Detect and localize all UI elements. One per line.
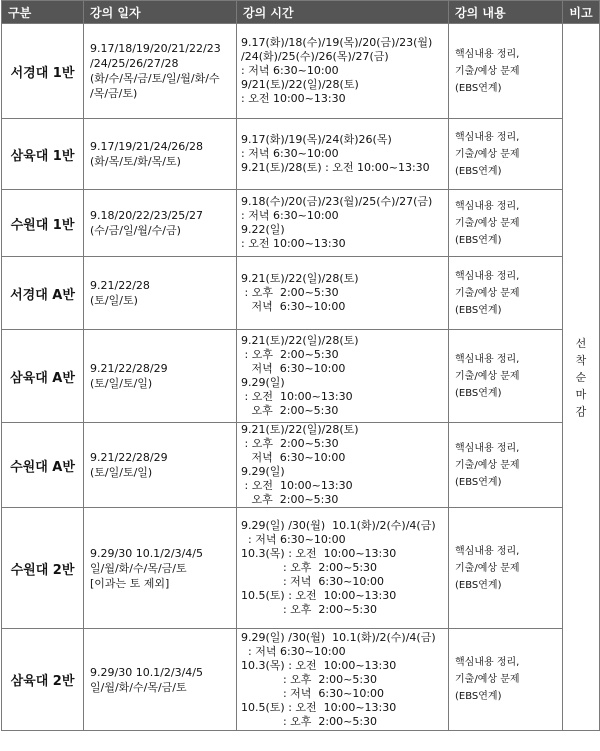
lecture-time-line: 9.29(일) <box>241 376 285 389</box>
lecture-date-line: [이과는 토 제외] <box>90 576 170 590</box>
lecture-date-line: 일/월/화/수/목/금/토 <box>90 680 187 694</box>
class-name: 수원대 A반 <box>2 423 84 508</box>
lecture-content-line: (EBS연계) <box>455 476 502 488</box>
lecture-time-line: 10.5(토) : 오전 10:00~13:30 <box>241 700 397 714</box>
lecture-content-line: 핵심내용 정리, <box>455 270 520 282</box>
lecture-content-line: 핵심내용 정리, <box>455 545 520 557</box>
lecture-content-line: 기출/예상 문제 <box>455 148 520 160</box>
lecture-date-line: 9.18/20/22/23/25/27 <box>90 209 204 222</box>
table-row <box>2 508 600 629</box>
table-row <box>2 257 600 330</box>
lecture-content-line: (EBS연계) <box>455 165 502 177</box>
lecture-time-line: : 저녁 6:30~10:00 <box>241 533 346 546</box>
table-row <box>2 119 600 190</box>
times-cell <box>237 330 449 423</box>
content-cell <box>449 190 563 257</box>
content-cell <box>449 119 563 190</box>
lecture-time-line: 9.29(일) /30(월) 10.1(화)/2(수)/4(금) <box>241 519 436 532</box>
table-row <box>2 190 600 257</box>
content-cell <box>449 423 563 508</box>
lecture-content-line: 기출/예상 문제 <box>455 217 520 229</box>
lecture-content-line: 기출/예상 문제 <box>455 674 520 685</box>
lecture-time-line: 9.22(일) <box>241 223 285 236</box>
lecture-time-line: 9/21(토)/22(일)/28(토) <box>241 78 359 91</box>
lecture-date-line: (토/일/토/일) <box>90 466 153 479</box>
class-name: 삼육대 1반 <box>2 119 84 190</box>
lecture-schedule-table <box>1 0 600 731</box>
lecture-date-line: 9.29/30 10.1/2/3/4/5 <box>90 546 204 560</box>
lecture-time-line: : 오전 10:00~13:30 <box>241 390 353 403</box>
lecture-date-line: (토/일/토/일) <box>90 377 153 390</box>
lecture-date-line: (화/목/토/화/목/토) <box>90 155 181 168</box>
lecture-time-line: 9.17(화)/19(목)/24(화)26(목) <box>241 133 392 146</box>
lecture-time-line: : 저녁 6:30~10:00 <box>241 644 346 658</box>
lecture-time-line: 9.29(일) <box>241 465 285 478</box>
lecture-time-line: 9.29(일) /30(월) 10.1(화)/2(수)/4(금) <box>241 630 436 644</box>
content-cell <box>449 24 563 119</box>
header-name: 구분 <box>2 1 84 24</box>
lecture-date-line: (토/일/토) <box>90 294 138 307</box>
content-cell <box>449 629 563 731</box>
lecture-content-line: 기출/예상 문제 <box>455 65 520 77</box>
lecture-time-line: : 오후 2:00~5:30 <box>241 437 339 450</box>
lecture-time-line: : 저녁 6:30~10:00 <box>241 147 339 160</box>
lecture-content-line: 기출/예상 문제 <box>455 562 520 574</box>
table-row <box>2 24 600 119</box>
lecture-time-line: : 오후 2:00~5:30 <box>241 348 339 361</box>
lecture-time-line: : 저녁 6:30~10:00 <box>241 64 339 77</box>
lecture-content-line: 핵심내용 정리, <box>455 353 520 365</box>
lecture-date-line: 9.21/22/28 <box>90 279 150 292</box>
content-cell <box>449 330 563 423</box>
times-cell <box>237 423 449 508</box>
lecture-time-line: 9.21(토)/22(일)/28(토) <box>241 334 359 347</box>
lecture-time-line: : 저녁 6:30~10:00 <box>241 686 385 700</box>
lecture-content-line: 핵심내용 정리, <box>455 48 520 60</box>
times-cell <box>237 190 449 257</box>
dates-cell <box>84 629 237 731</box>
dates-cell <box>84 257 237 330</box>
lecture-content-line: 핵심내용 정리, <box>455 200 520 212</box>
dates-cell <box>84 24 237 119</box>
note-cell <box>563 24 600 731</box>
lecture-time-line: : 저녁 6:30~10:00 <box>241 575 385 588</box>
class-name: 서경대 A반 <box>2 257 84 330</box>
lecture-time-line: 저녁 6:30~10:00 <box>241 362 346 375</box>
lecture-date-line: (수/금/일/월/수/금) <box>90 224 181 237</box>
class-name: 서경대 1반 <box>2 24 84 119</box>
dates-cell <box>84 330 237 423</box>
times-cell <box>237 24 449 119</box>
class-name: 수원대 2반 <box>2 508 84 629</box>
lecture-time-line: 9.21(토)/28(토) : 오전 10:00~13:30 <box>241 161 430 174</box>
times-cell <box>237 257 449 330</box>
lecture-date-line: /목/금/토) <box>90 87 138 100</box>
lecture-time-line: : 오후 2:00~5:30 <box>241 561 378 574</box>
dates-cell <box>84 508 237 629</box>
lecture-content-line: (EBS연계) <box>455 579 502 591</box>
times-cell <box>237 119 449 190</box>
lecture-time-line: 오후 2:00~5:30 <box>241 493 339 506</box>
lecture-date-line: 9.17/19/21/24/26/28 <box>90 140 204 153</box>
header-dates: 강의 일자 <box>84 1 237 24</box>
content-cell <box>449 508 563 629</box>
class-name: 삼육대 2반 <box>2 629 84 731</box>
lecture-time-line: 9.21(토)/22(일)/28(토) <box>241 272 359 285</box>
lecture-date-line: 9.21/22/28/29 <box>90 362 168 375</box>
lecture-content-line: (EBS연계) <box>455 234 502 246</box>
lecture-content-line: (EBS연계) <box>455 304 502 316</box>
dates-cell <box>84 119 237 190</box>
lecture-time-line: 저녁 6:30~10:00 <box>241 451 346 464</box>
dates-cell <box>84 423 237 508</box>
lecture-time-line: : 오후 2:00~5:30 <box>241 672 378 686</box>
lecture-time-line: 9.17(화)/18(수)/19(목)/20(금)/23(월) <box>241 36 433 49</box>
lecture-time-line: 9.21(토)/22(일)/28(토) <box>241 423 359 436</box>
lecture-time-line: 9.18(수)/20(금)/23(월)/25(수)/27(금) <box>241 195 433 208</box>
lecture-content-line: (EBS연계) <box>455 387 502 399</box>
lecture-date-line: 9.21/22/28/29 <box>90 451 168 464</box>
content-cell <box>449 257 563 330</box>
header-note: 비고 <box>563 1 600 24</box>
class-name: 수원대 1반 <box>2 190 84 257</box>
lecture-content-line: 기출/예상 문제 <box>455 370 520 382</box>
dates-cell <box>84 190 237 257</box>
note-text: 선착순마감 <box>575 336 587 418</box>
header-content: 강의 내용 <box>449 1 563 24</box>
class-name: 삼육대 A반 <box>2 330 84 423</box>
lecture-content-line: (EBS연계) <box>455 691 502 702</box>
table-row <box>2 423 600 508</box>
lecture-date-line: (화/수/목/금/토/일/월/화/수 <box>90 72 220 85</box>
lecture-content-line: 핵심내용 정리, <box>455 442 520 454</box>
lecture-content-line: 핵심내용 정리, <box>455 657 520 668</box>
lecture-time-line: 10.5(토) : 오전 10:00~13:30 <box>241 589 397 602</box>
header-row <box>2 1 600 24</box>
lecture-date-line: 9.29/30 10.1/2/3/4/5 <box>90 665 204 679</box>
header-times: 강의 시간 <box>237 1 449 24</box>
lecture-time-line: : 오후 2:00~5:30 <box>241 603 378 616</box>
lecture-time-line: /24(화)/25(수)/26(목)/27(금) <box>241 50 389 63</box>
lecture-time-line: 저녁 6:30~10:00 <box>241 300 346 313</box>
lecture-date-line: /24/25/26/27/28 <box>90 57 179 70</box>
table-row <box>2 330 600 423</box>
lecture-time-line: 10.3(목) : 오전 10:00~13:30 <box>241 547 397 560</box>
lecture-time-line: : 오전 10:00~13:30 <box>241 237 346 250</box>
lecture-content-line: 기출/예상 문제 <box>455 459 520 471</box>
lecture-content-line: (EBS연계) <box>455 82 502 94</box>
lecture-time-line: 오후 2:00~5:30 <box>241 404 339 417</box>
lecture-time-line: : 오후 2:00~5:30 <box>241 286 339 299</box>
lecture-date-line: 9.17/18/19/20/21/22/23 <box>90 42 221 55</box>
table-row <box>2 629 600 731</box>
lecture-time-line: 10.3(목) : 오전 10:00~13:30 <box>241 658 397 672</box>
lecture-content-line: 기출/예상 문제 <box>455 287 520 299</box>
lecture-date-line: 일/월/화/수/목/금/토 <box>90 561 187 575</box>
times-cell <box>237 629 449 731</box>
lecture-time-line: : 오전 10:00~13:30 <box>241 92 346 105</box>
lecture-time-line: : 오후 2:00~5:30 <box>241 714 378 728</box>
lecture-content-line: 핵심내용 정리, <box>455 131 520 143</box>
lecture-time-line: : 오전 10:00~13:30 <box>241 479 353 492</box>
lecture-time-line: : 저녁 6:30~10:00 <box>241 209 339 222</box>
times-cell <box>237 508 449 629</box>
